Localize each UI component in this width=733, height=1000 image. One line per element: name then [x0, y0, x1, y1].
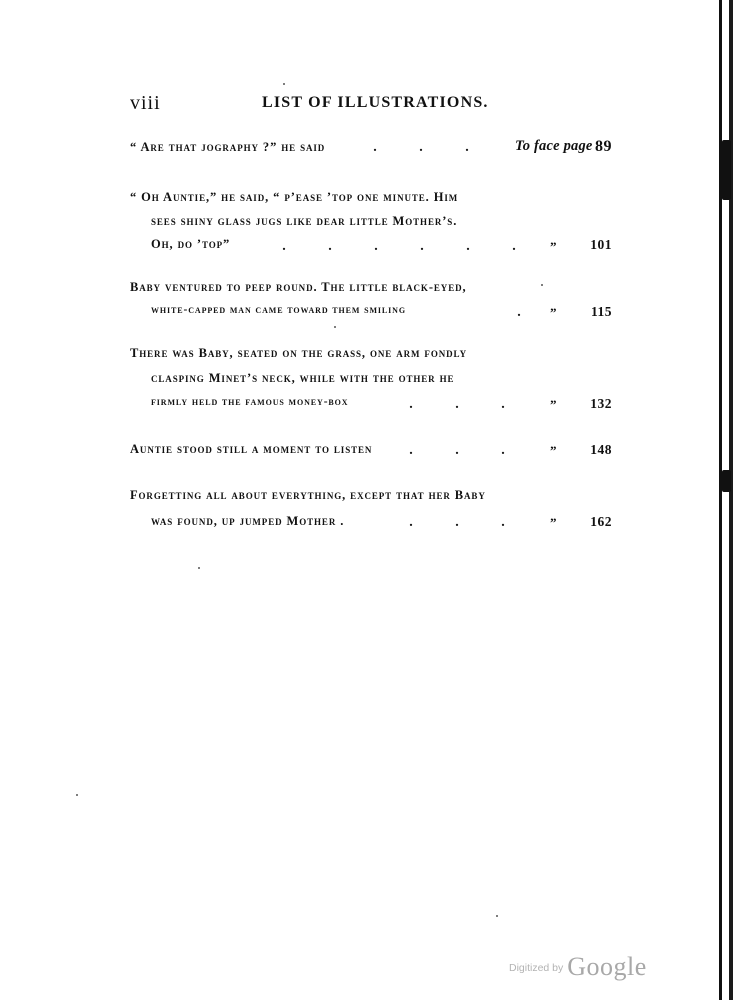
- illustration-entry: [130, 140, 612, 162]
- illustration-entry: [130, 346, 612, 416]
- leader-dot: .: [466, 239, 470, 254]
- illustration-entry: [130, 442, 612, 464]
- leader-dot: .: [501, 397, 505, 412]
- entry-caption-line: Baby ventured to peep round. The little black-eyed,: [130, 280, 467, 294]
- leader-dot: .: [517, 305, 521, 320]
- illustration-entry: [130, 280, 612, 326]
- page-number: 162: [590, 514, 612, 529]
- ditto-mark: ”: [550, 443, 557, 458]
- entry-caption-line: white-capped man came toward them smiling: [151, 304, 406, 316]
- scan-speck: [198, 567, 200, 569]
- leader-dot: .: [373, 140, 377, 155]
- leader-dot: .: [455, 397, 459, 412]
- entry-caption-line: “ Are that jography ?” he said: [130, 140, 326, 154]
- entry-caption-line: There was Baby, seated on the grass, one arm fondly: [130, 346, 467, 360]
- scan-speck: [76, 794, 78, 796]
- ditto-mark: ”: [550, 515, 557, 530]
- leader-dot: .: [455, 515, 459, 530]
- page-title: LIST OF ILLUSTRATIONS.: [262, 94, 489, 111]
- leader-dots: [261, 239, 537, 255]
- ditto-mark: ”: [550, 239, 557, 254]
- leader-dots: [352, 140, 490, 156]
- entry-caption-line: sees shiny glass jugs like dear little Mother’s.: [151, 214, 458, 228]
- entry-caption-line: firmly held the famous money-box: [151, 396, 349, 408]
- leader-dots: [388, 397, 526, 413]
- leader-dot: .: [501, 515, 505, 530]
- scan-speck: [496, 915, 498, 917]
- entry-caption-line: clasping Minet’s neck, while with the other he: [151, 371, 455, 385]
- leader-dot: .: [409, 397, 413, 412]
- google-logo-text: Google: [567, 952, 647, 981]
- watermark-prefix: Digitized by: [509, 962, 564, 974]
- leader-dots: [496, 305, 542, 321]
- running-head: [130, 92, 612, 116]
- illustration-entry: [130, 488, 612, 534]
- scan-edge-mark: [722, 140, 731, 200]
- leader-dots: [388, 443, 526, 459]
- digitized-by-google-watermark: [509, 952, 647, 986]
- leader-dot: .: [420, 239, 424, 254]
- leader-dot: .: [501, 443, 505, 458]
- page-number: 101: [590, 237, 612, 252]
- leader-dot: .: [419, 140, 423, 155]
- leader-dot: .: [455, 443, 459, 458]
- leader-dot: .: [465, 140, 469, 155]
- illustration-entry: [130, 190, 612, 260]
- entry-caption-line: was found, up jumped Mother .: [151, 514, 345, 528]
- to-face-page-label: To face page: [515, 138, 593, 154]
- leader-dot: .: [374, 239, 378, 254]
- leader-dot: .: [282, 239, 286, 254]
- scan-speck: [283, 83, 285, 85]
- scan-speck: [334, 326, 336, 328]
- leader-dot: .: [409, 515, 413, 530]
- ditto-mark: ”: [550, 305, 557, 320]
- scan-speck: [541, 284, 543, 286]
- page-number: 115: [590, 304, 612, 319]
- entry-caption-line: Oh, do ’top”: [151, 237, 231, 251]
- page-number: 148: [590, 442, 612, 457]
- entry-caption-line: Auntie stood still a moment to listen: [130, 442, 373, 456]
- page-folio: viii: [130, 92, 161, 114]
- leader-dots: [388, 515, 526, 531]
- page-number: 132: [590, 396, 612, 411]
- page-number: 89: [595, 138, 612, 155]
- entry-caption-line: Forgetting all about everything, except that her Baby: [130, 488, 486, 502]
- leader-dot: .: [512, 239, 516, 254]
- scan-edge-mark: [722, 470, 731, 492]
- entry-caption-line: “ Oh Auntie,” he said, “ p’ease ’top one minute. Him: [130, 190, 459, 204]
- leader-dot: .: [409, 443, 413, 458]
- ditto-mark: ”: [550, 397, 557, 412]
- leader-dot: .: [328, 239, 332, 254]
